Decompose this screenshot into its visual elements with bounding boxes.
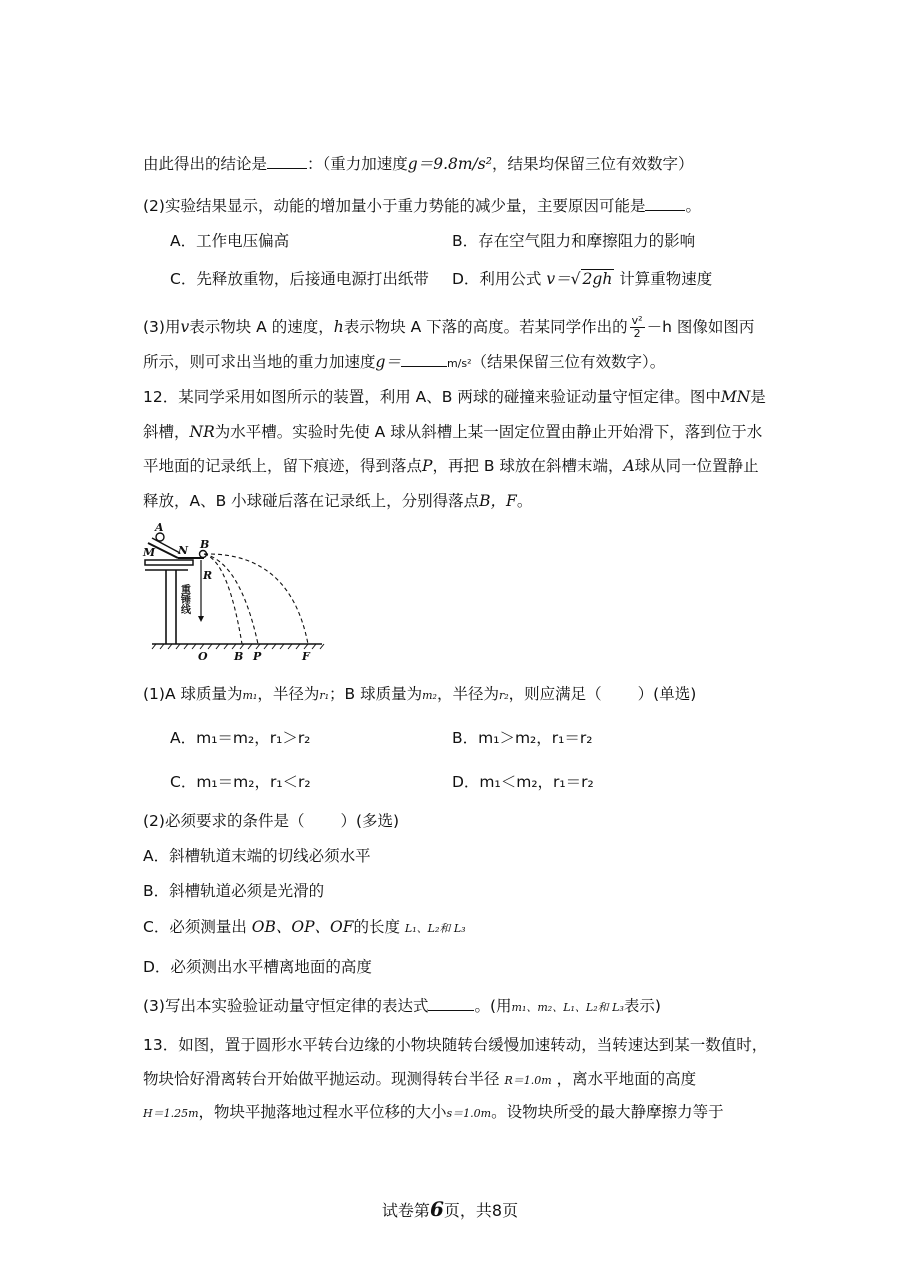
fraction-denominator: 2 bbox=[633, 327, 641, 340]
q12-part3-line bbox=[143, 995, 661, 1019]
answer-blank bbox=[645, 196, 685, 211]
p3-text-d: －h 图像如图丙 bbox=[646, 318, 755, 336]
radius-value: R＝1.0m bbox=[504, 1074, 552, 1087]
p1-text: ，则应满足（ bbox=[508, 685, 602, 703]
formula-root: 2gh bbox=[582, 270, 613, 288]
q12-stem-line2 bbox=[143, 421, 762, 443]
ball-a bbox=[156, 533, 164, 541]
q13-line2 bbox=[143, 1068, 696, 1092]
unit-ms2: m/s² bbox=[446, 357, 472, 370]
stem-text-end: 。 bbox=[516, 492, 533, 510]
part2-end: 。 bbox=[685, 197, 701, 215]
q12-p1-option-d: D．m₁＜m₂，r₁＝r₂ bbox=[452, 773, 594, 791]
answer-blank bbox=[428, 996, 474, 1011]
stem-text-end: 是 bbox=[750, 388, 766, 406]
q12-p1-option-a: A．m₁＝m₂，r₁＞r₂ bbox=[170, 729, 311, 747]
conclusion-lead: 由此得出的结论是 bbox=[143, 155, 268, 173]
option-d-end: 计算重物速度 bbox=[619, 270, 713, 288]
p1-text: ，半径为 bbox=[436, 685, 499, 703]
p3-line2-a: 所示，则可求出当地的重力加速度 bbox=[143, 353, 376, 371]
p3-text-b: 表示物块 A 的速度， bbox=[189, 318, 334, 336]
q11-part3-line2 bbox=[143, 351, 665, 375]
stem-text: 12．某同学采用如图所示的装置，利用 A、B 两球的碰撞来验证动量守恒定律。图中 bbox=[143, 388, 721, 406]
label-r: R bbox=[203, 569, 213, 582]
var-v: v bbox=[180, 318, 190, 336]
q11-option-d bbox=[452, 268, 712, 290]
p3-text-c: 表示物块 A 下落的高度。若某同学作出的 bbox=[343, 318, 628, 336]
var-mn: MN bbox=[720, 388, 751, 406]
stem-text: 释放，A、B 小球碰后落在记录纸上，分别得落点 bbox=[143, 492, 480, 510]
q13-line1: 13．如图，置于圆形水平转台边缘的小物块随转台缓慢加速转动，当转速达到某一数值时， bbox=[143, 1036, 768, 1054]
plumb-bob bbox=[198, 616, 204, 622]
var-r1: r₁ bbox=[319, 689, 330, 702]
option-d-lead: D．利用公式 bbox=[452, 270, 542, 288]
vars-l1-l2-l3: L₁、L₂和 L₃ bbox=[404, 922, 466, 935]
page-total: 8 bbox=[491, 1201, 503, 1220]
p1-text: ；B 球质量为 bbox=[329, 685, 423, 703]
q13-text: 。设物块所受的最大静摩擦力等于 bbox=[491, 1103, 724, 1121]
page-footer bbox=[0, 1197, 900, 1221]
q11-conclusion-line bbox=[143, 153, 693, 175]
q13-text: 物块恰好滑离转台开始做平抛运动。现测得转台半径 bbox=[143, 1070, 500, 1088]
p2-text: ）(多选) bbox=[340, 812, 400, 830]
part2-stem-text: (2)实验结果显示，动能的增加量小于重力势能的减少量，主要原因可能是 bbox=[143, 197, 646, 215]
label-b-ground: B bbox=[234, 650, 244, 663]
var-bf: B，F bbox=[479, 492, 517, 510]
q11-option-b: B．存在空气阻力和摩擦阻力的影响 bbox=[452, 232, 696, 250]
p3-line2-end: （结果保留三位有效数字）。 bbox=[471, 353, 666, 371]
slope-track-edge bbox=[152, 538, 180, 553]
p3-text: 表示) bbox=[623, 997, 661, 1015]
stem-text: ，再把 B 球放在斜槽末端， bbox=[432, 457, 624, 475]
q12-stem-line1 bbox=[143, 386, 766, 408]
label-o: O bbox=[198, 650, 208, 663]
p2-text: (2)必须要求的条件是（ bbox=[143, 812, 305, 830]
footer-suffix: 页 bbox=[502, 1201, 519, 1220]
p3-text-a: (3)用 bbox=[143, 318, 181, 336]
footer-prefix: 试卷第 bbox=[381, 1201, 430, 1220]
label-n: N bbox=[178, 544, 189, 557]
p1-text: ，半径为 bbox=[257, 685, 320, 703]
q12-stem-line4 bbox=[143, 490, 532, 512]
option-c-text: C．必须测量出 bbox=[143, 918, 247, 936]
q12-p1-option-b: B．m₁＞m₂，r₁＝r₂ bbox=[452, 729, 593, 747]
stem-text: 为水平槽。实验时先使 A 球从斜槽上某一固定位置由静止开始滑下，落到位于水 bbox=[214, 423, 763, 441]
answer-blank bbox=[267, 154, 307, 169]
label-f: F bbox=[302, 650, 310, 663]
label-m: M bbox=[143, 546, 156, 559]
var-a: A bbox=[623, 457, 635, 475]
q11-part3-line1 bbox=[143, 315, 754, 340]
var-m1: m₁ bbox=[242, 689, 258, 702]
formula-lhs: v＝ bbox=[546, 270, 571, 288]
trajectory-p bbox=[204, 554, 258, 644]
q12-p1-option-c: C．m₁＝m₂，r₁＜r₂ bbox=[170, 773, 311, 791]
stem-text: 球从同一位置静止 bbox=[634, 457, 759, 475]
q11-option-c: C．先释放重物，后接通电源打出纸带 bbox=[170, 270, 429, 288]
q11-option-a: A．工作电压偏高 bbox=[170, 232, 290, 250]
p3-text: 。(用 bbox=[474, 997, 512, 1015]
fraction-numerator: v² bbox=[631, 314, 643, 327]
height-value: H＝1.25m bbox=[143, 1107, 199, 1120]
var-p: P bbox=[422, 457, 433, 475]
q12-p2-option-a: A．斜槽轨道末端的切线必须水平 bbox=[143, 847, 371, 865]
q13-line3 bbox=[143, 1101, 724, 1125]
trajectory-b bbox=[204, 554, 242, 644]
label-b-top: B bbox=[200, 538, 210, 551]
vars-list: m₁、m₂、L₁、L₂和 L₃ bbox=[511, 1001, 624, 1014]
q12-part1-stem bbox=[143, 683, 696, 707]
p1-text: (1)A 球质量为 bbox=[143, 685, 243, 703]
q12-p2-option-b: B．斜槽轨道必须是光滑的 bbox=[143, 882, 325, 900]
q13-text: ，离水平地面的高度 bbox=[556, 1070, 697, 1088]
p3-text: (3)写出本实验验证动量守恒定律的表达式 bbox=[143, 997, 429, 1015]
q11-part2-stem bbox=[143, 195, 701, 217]
q13-text: ，物块平抛落地过程水平位移的大小 bbox=[198, 1103, 447, 1121]
table-top bbox=[145, 560, 193, 565]
conclusion-end: ，结果均保留三位有效数字） bbox=[491, 155, 694, 173]
var-nr: NR bbox=[189, 423, 215, 441]
stem-text: 斜槽， bbox=[143, 423, 190, 441]
plumb-line-label: 重锤线 bbox=[178, 584, 190, 614]
label-p: P bbox=[253, 650, 262, 663]
lengths-ob-op-of: OB、OP、OF bbox=[251, 918, 354, 936]
displacement-value: s＝1.0m bbox=[446, 1107, 492, 1120]
fraction-v2-over-2 bbox=[630, 315, 645, 340]
var-g: g＝ bbox=[375, 353, 401, 371]
collision-apparatus-figure bbox=[140, 522, 330, 667]
q12-part2-stem bbox=[143, 810, 399, 832]
sqrt-sign: √ bbox=[570, 270, 581, 288]
answer-blank bbox=[401, 352, 447, 367]
p1-text: ）(单选) bbox=[637, 685, 697, 703]
var-m2: m₂ bbox=[422, 689, 437, 702]
page-number: 6 bbox=[429, 1197, 444, 1221]
conclusion-note: ：（重力加速度 bbox=[307, 155, 408, 173]
label-a: A bbox=[155, 522, 164, 534]
var-r2: r₂ bbox=[498, 689, 509, 702]
q12-stem-line3 bbox=[143, 455, 759, 477]
footer-middle: 页，共 bbox=[443, 1201, 492, 1220]
option-c-text: 的长度 bbox=[353, 918, 400, 936]
q12-p2-option-d: D．必须测出水平槽离地面的高度 bbox=[143, 958, 372, 976]
q12-p2-option-c bbox=[143, 916, 466, 940]
g-expression: g＝9.8m/s² bbox=[407, 155, 492, 173]
stem-text: 平地面的记录纸上，留下痕迹，得到落点 bbox=[143, 457, 423, 475]
var-h: h bbox=[333, 318, 344, 336]
